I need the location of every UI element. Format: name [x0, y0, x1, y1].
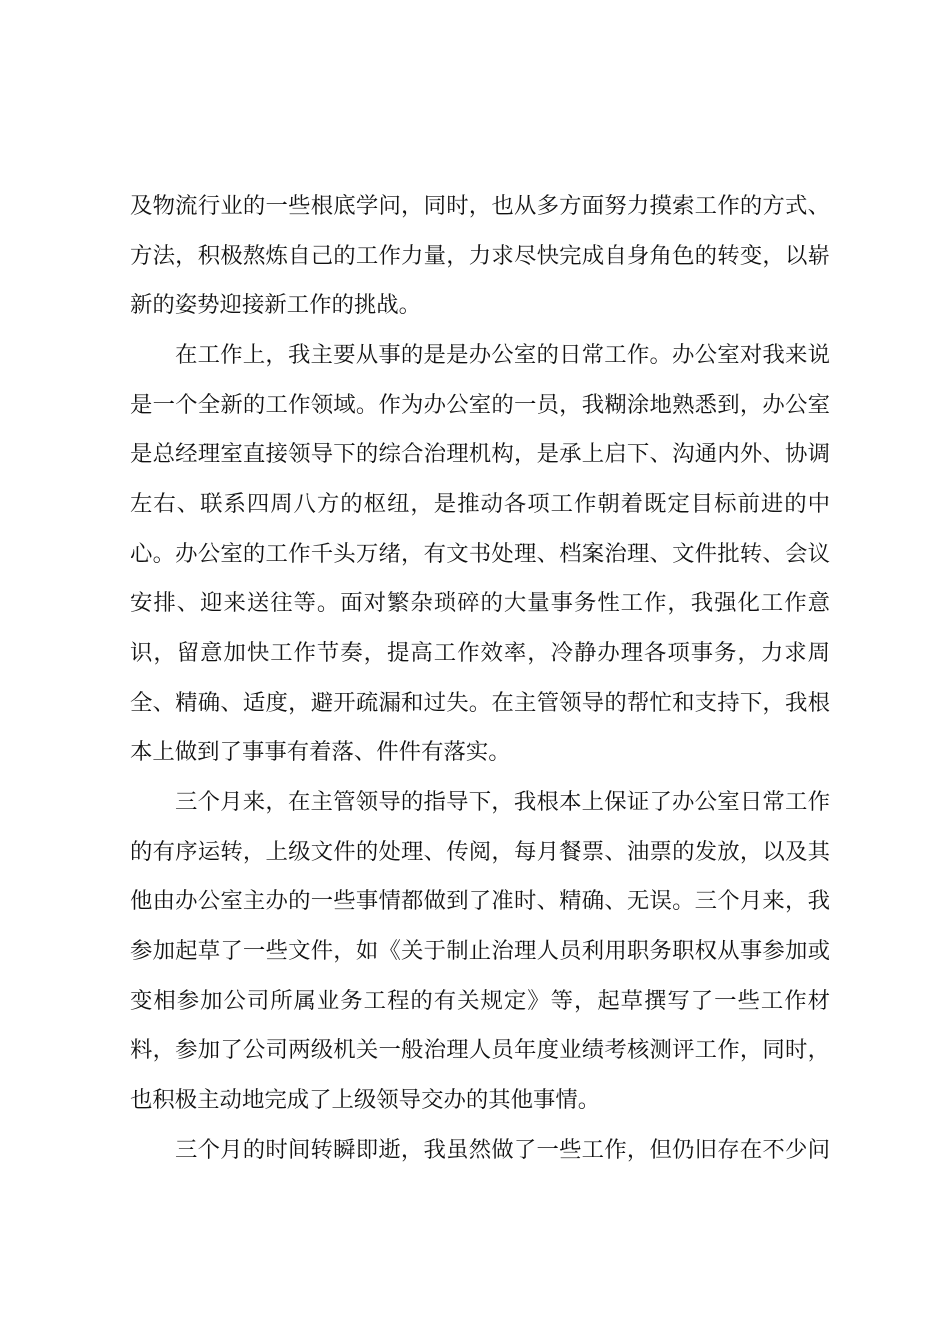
- text-line: 是一个全新的工作领域。作为办公室的一员，我糊涂地熟悉到，办公室: [130, 392, 830, 418]
- paragraph-first-line: 在工作上，我主要从事的是是办公室的日常工作。办公室对我来说: [175, 342, 830, 368]
- text-line: 新的姿势迎接新工作的挑战。: [130, 292, 422, 318]
- text-line: 是总经理室直接领导下的综合治理机构，是承上启下、沟通内外、协调: [130, 441, 830, 467]
- text-line: 的有序运转，上级文件的处理、传阅，每月餐票、油票的发放，以及其: [130, 839, 830, 865]
- text-line: 识，留意加快工作节奏，提高工作效率，冷静办理各项事务，力求周: [130, 640, 830, 666]
- text-line: 安排、迎来送往等。面对繁杂琐碎的大量事务性工作，我强化工作意: [130, 590, 830, 616]
- text-line: 料，参加了公司两级机关一般治理人员年度业绩考核测评工作，同时，: [130, 1037, 830, 1063]
- text-line: 左右、联系四周八方的枢纽，是推动各项工作朝着既定目标前进的中: [130, 491, 830, 517]
- text-line: 及物流行业的一些根底学问，同时，也从多方面努力摸索工作的方式、: [130, 193, 830, 219]
- text-line: 全、精确、适度，避开疏漏和过失。在主管领导的帮忙和支持下，我根: [130, 690, 830, 716]
- text-line: 参加起草了一些文件，如《关于制止治理人员利用职务职权从事参加或: [130, 938, 830, 964]
- text-line: 他由办公室主办的一些事情都做到了准时、精确、无误。三个月来，我: [130, 888, 830, 914]
- text-line: 方法，积极熬炼自己的工作力量，力求尽快完成自身角色的转变，以崭: [130, 243, 830, 269]
- text-line: 也积极主动地完成了上级领导交办的其他事情。: [130, 1087, 601, 1113]
- text-line: 本上做到了事事有着落、件件有落实。: [130, 739, 511, 765]
- paragraph-first-line: 三个月的时间转瞬即逝，我虽然做了一些工作，但仍旧存在不少问: [175, 1137, 830, 1163]
- paragraph-first-line: 三个月来，在主管领导的指导下，我根本上保证了办公室日常工作: [175, 789, 830, 815]
- text-line: 心。办公室的工作千头万绪，有文书处理、档案治理、文件批转、会议: [130, 541, 830, 567]
- text-line: 变相参加公司所属业务工程的有关规定》等，起草撰写了一些工作材: [130, 988, 830, 1014]
